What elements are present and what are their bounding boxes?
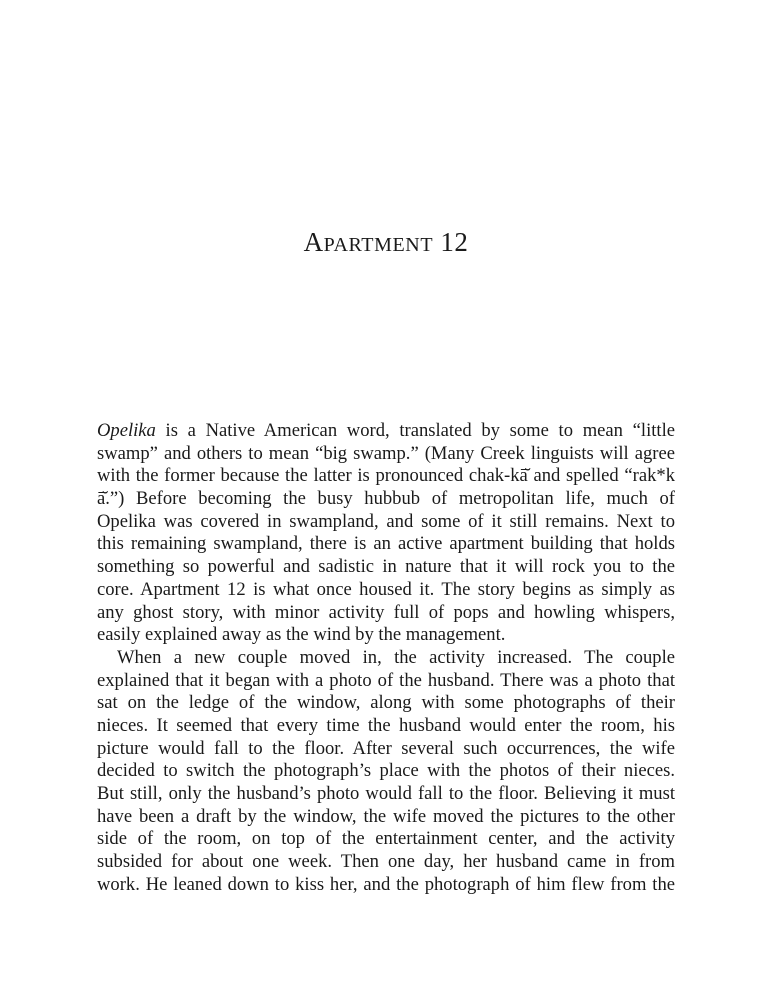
text-line: side of the room, on top of the entertainment center, and the activity <box>97 828 675 850</box>
text-line: this remaining swampland, there is an active apartment building that holds <box>97 533 675 555</box>
paragraph-1 <box>97 420 675 647</box>
text-line <box>97 420 675 443</box>
chapter-body <box>97 420 675 896</box>
text-line: decided to switch the photograph’s place with the photos of their nieces. <box>97 760 675 782</box>
chapter-title-number: 12 <box>440 227 469 257</box>
text-line: have been a draft by the window, the wife moved the pictures to the other <box>97 805 675 827</box>
text-line: with the former because the latter is pronounced chak-kā̆ and spelled “rak*k <box>97 465 675 487</box>
chapter-title <box>0 226 772 261</box>
text-line: When a new couple moved in, the activity increased. The couple <box>117 646 675 668</box>
paragraph-2 <box>97 647 675 897</box>
text-line: subsided for about one week. Then one day, her husband came in from <box>97 851 675 873</box>
text-line: sat on the ledge of the window, along with some photographs of their <box>97 692 675 714</box>
text-line-content: is a Native American word, translated by some to mean “little <box>155 420 675 441</box>
text-line: picture would fall to the floor. After several such occurrences, the wife <box>97 737 675 759</box>
text-line: core. Apartment 12 is what once housed it. The story begins as simply as <box>97 578 675 600</box>
text-line: something so powerful and sadistic in nature that it will rock you to the <box>97 556 675 578</box>
italic-word: Opelika <box>97 420 156 441</box>
text-line: But still, only the husband’s photo would fall to the floor. Believing it must <box>97 783 675 804</box>
text-line: swamp” and others to mean “big swamp.” (Many Creek linguists will agree <box>97 442 675 464</box>
chapter-title-smallcaps: PARTMENT <box>323 234 434 256</box>
text-line: easily explained away as the wind by the management. <box>97 624 506 646</box>
text-line: work. He leaned down to kiss her, and the photograph of him flew from the <box>97 873 675 895</box>
text-line: ā̆.”) Before becoming the busy hubbub of metropolitan life, much of <box>97 488 675 510</box>
text-line: any ghost story, with minor activity full of pops and howling whispers, <box>97 601 675 623</box>
chapter-title-initial: A <box>303 227 324 257</box>
text-line: nieces. It seemed that every time the husband would enter the room, his <box>97 714 675 736</box>
text-line: explained that it began with a photo of the husband. There was a photo that <box>97 669 675 691</box>
text-line: Opelika was covered in swampland, and some of it still remains. Next to <box>97 510 675 532</box>
